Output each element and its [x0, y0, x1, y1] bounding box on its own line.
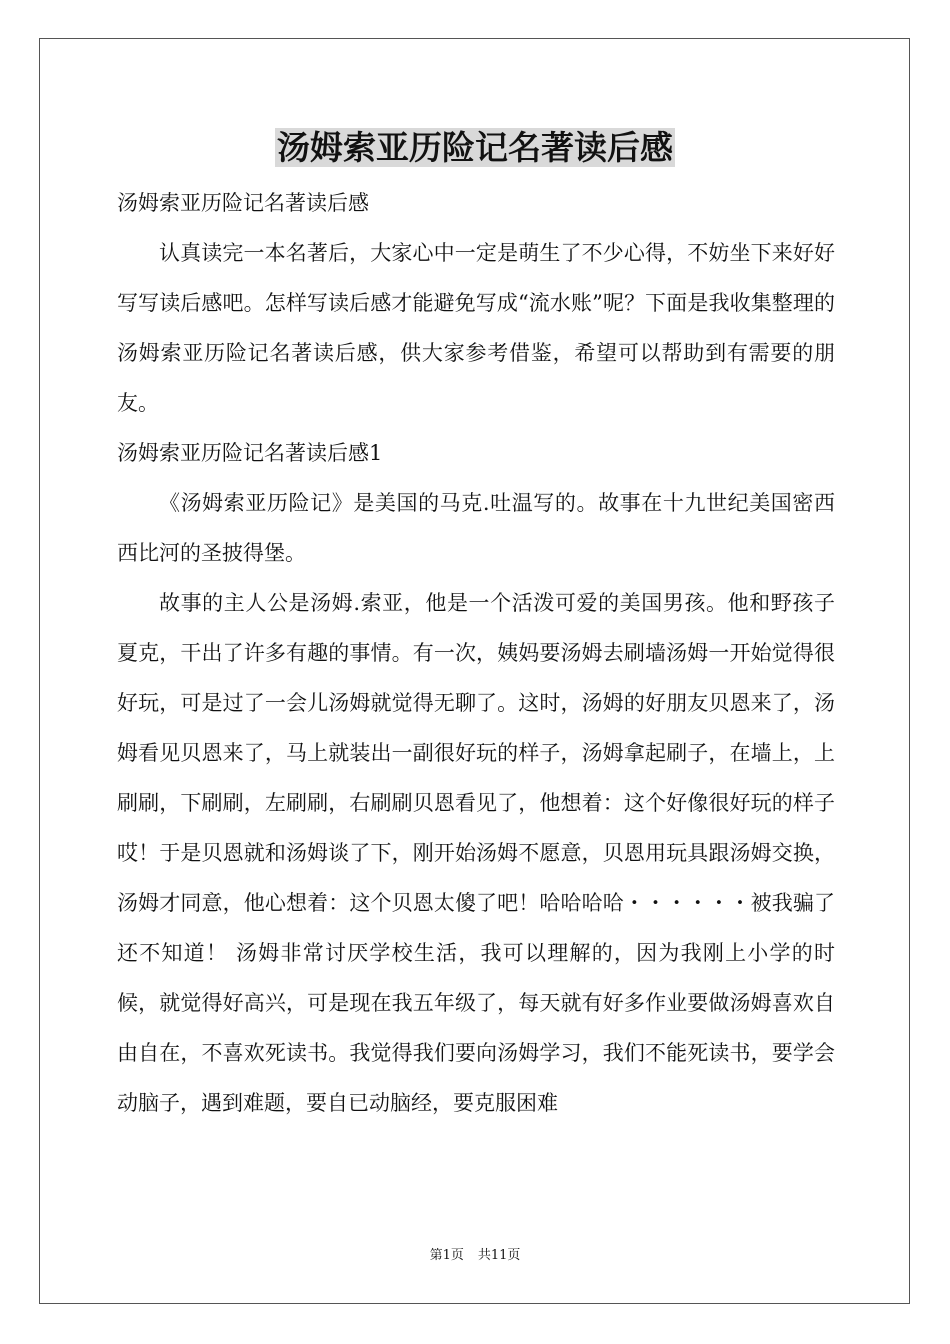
- subtitle-paragraph: 汤姆索亚历险记名著读后感: [117, 191, 369, 215]
- body-paragraph: 《汤姆索亚历险记》是美国的马克.吐温写的。故事在十九世纪美国密西西比河的圣披得堡。: [117, 491, 835, 565]
- body-paragraph: 故事的主人公是汤姆.索亚，他是一个活泼可爱的美国男孩。他和野孩子夏克，干出了许多有趣的事情。有一次，姨妈要汤姆去刷墙汤姆一开始觉得很好玩，可是过了一会儿汤姆就觉得无聊了。这时，汤姆的好朋友贝恩来了，汤姆看见贝恩来了，马上就装出一副很好玩的样子，汤姆拿起刷子，在墙上，上刷刷，下刷刷，左刷刷，右刷刷贝恩看见了，他想着：这个好像很好玩的样子哎！于是贝恩就和汤姆谈了下，刚开始汤姆不愿意，贝恩用玩具跟汤姆交换，汤姆才同意，他心想着：这个贝恩太傻了吧！哈哈哈哈・・・・・・被我骗了还不知道！ 汤姆非常讨厌学校生活，我可以理解的，因为我刚上小学的时候，就觉得好高兴，可是现在我五年级了，每天就有好多作业要做汤姆喜欢自由自在，不喜欢死读书。我觉得我们要向汤姆学习，我们不能死读书，要学会动脑子，遇到难题，要自已动脑经，要克服困难: [117, 591, 835, 1115]
- section-heading: 汤姆索亚历险记名著读后感1: [117, 441, 383, 465]
- page-total: 共11页: [477, 1248, 521, 1263]
- intro-paragraph: 认真读完一本名著后，大家心中一定是萌生了不少心得，不妨坐下来好好写写读后感吧。怎样写读后感才能避免写成“流水账”呢？下面是我收集整理的汤姆索亚历险记名著读后感，供大家参考借鉴，希望可以帮助到有需要的朋友。: [117, 241, 835, 415]
- page-number: 第1页: [429, 1248, 464, 1263]
- document-body: [117, 178, 835, 1128]
- document-title-text: 汤姆索亚历险记名著读后感: [277, 128, 673, 167]
- page-footer: [0, 1247, 950, 1265]
- document-title: [0, 126, 950, 170]
